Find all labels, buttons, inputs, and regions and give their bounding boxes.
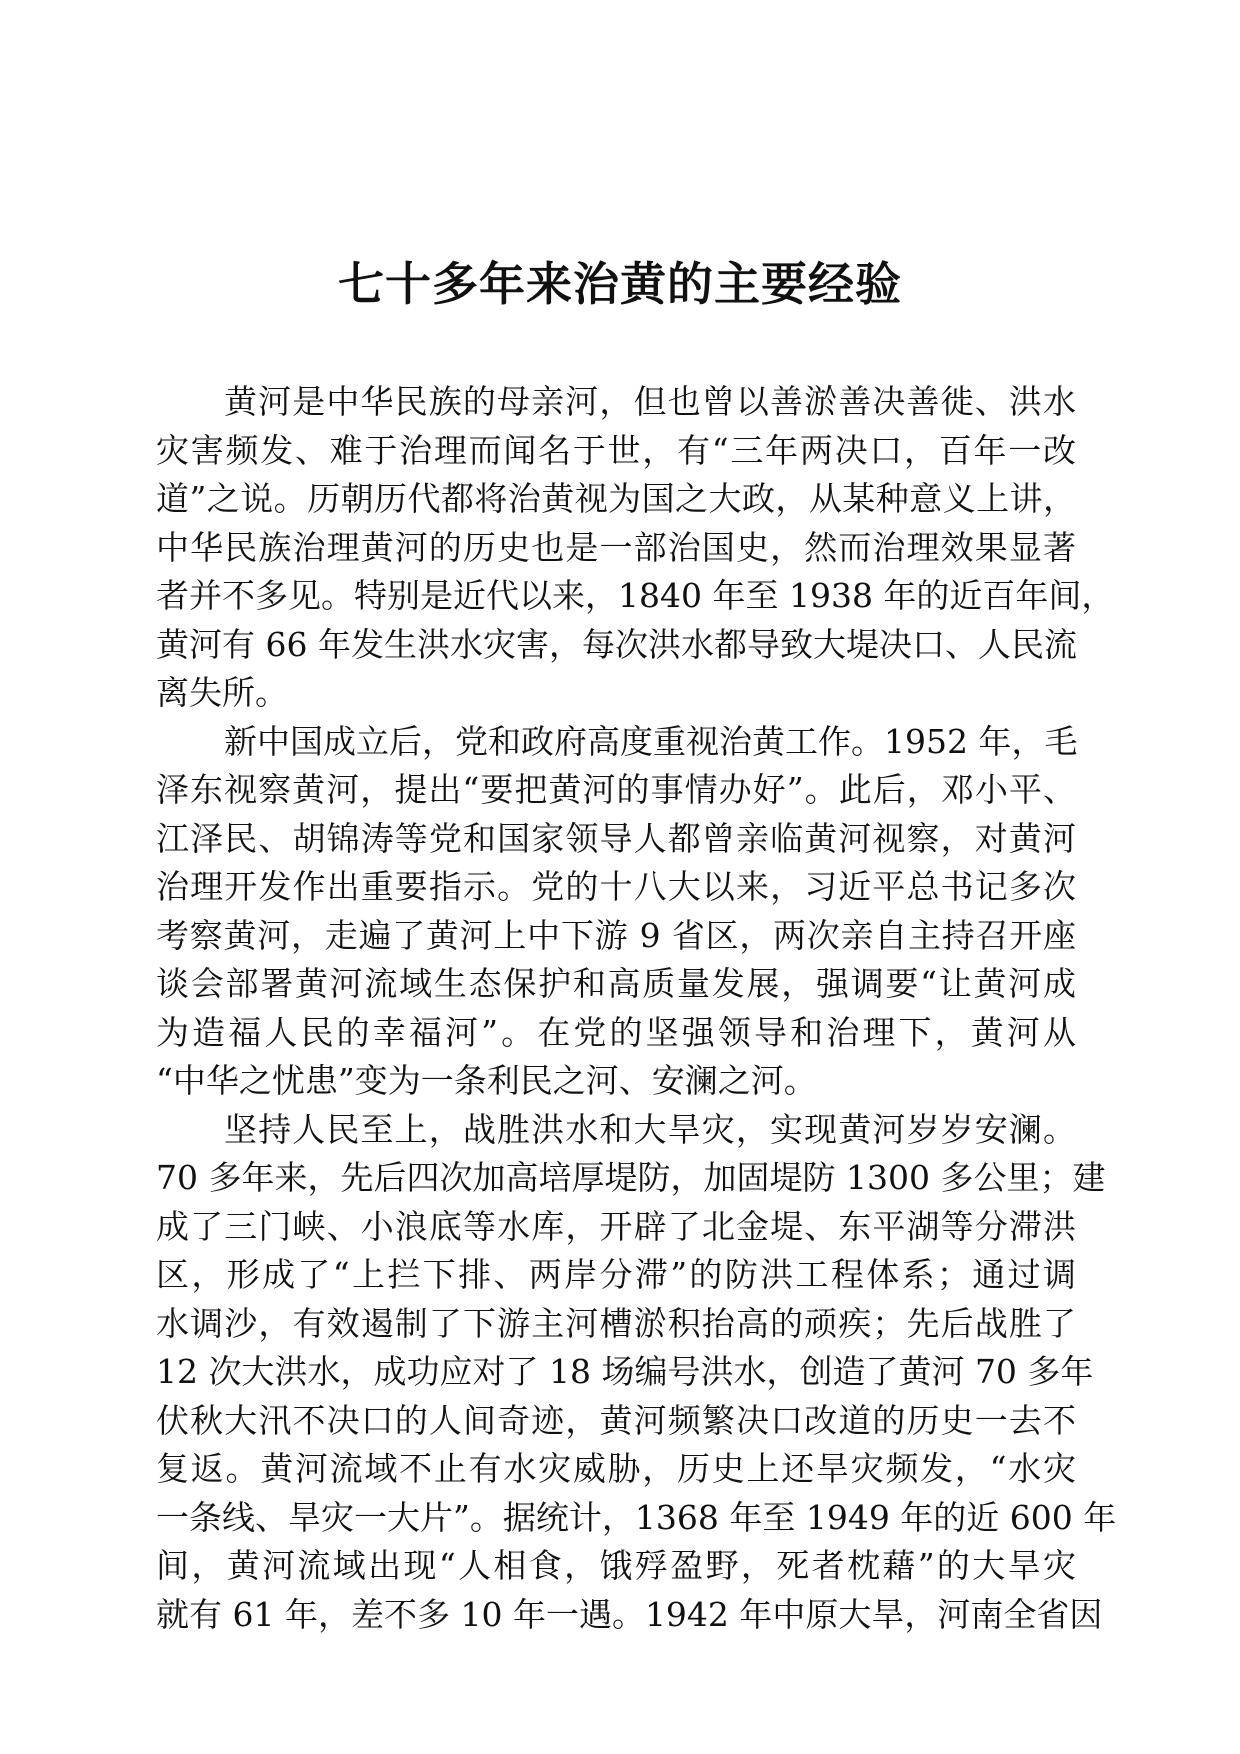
paragraph-1 (156, 378, 1115, 718)
text-line: 灾害频发、难于治理而闻名于世，有“三年两决口，百年一改 (156, 430, 1076, 470)
text-line: 70 多年来，先后四次加高培厚堤防，加固堤防 1300 多公里；建 (156, 1158, 1106, 1197)
text-line: 复返。黄河流域不止有水灾威胁，历史上还旱灾频发，“水灾 (156, 1449, 1076, 1488)
paragraph-3 (156, 1106, 1117, 1640)
text-line: “中华之忧患”变为一条利民之河、安澜之河。 (156, 1061, 817, 1100)
text-line: 江泽民、胡锦涛等党和国家领导人都曾亲临黄河视察，对黄河 (156, 818, 1076, 858)
paragraph-2 (156, 718, 1076, 1106)
text-line: 坚持人民至上，战胜洪水和大旱灾，实现黄河岁岁安澜。 (224, 1109, 1076, 1149)
text-line: 区，形成了“上拦下排、两岸分滞”的防洪工程体系；通过调 (156, 1255, 1076, 1294)
text-line: 谈会部署黄河流域生态保护和高质量发展，强调要“让黄河成 (156, 964, 1076, 1003)
text-line: 成了三门峡、小浪底等水库，开辟了北金堤、东平湖等分滞洪 (156, 1206, 1076, 1246)
text-line: 道”之说。历朝历代都将治黄视为国之大政，从某种意义上讲， (156, 479, 1076, 518)
text-line: 为造福人民的幸福河”。在党的坚强领导和治理下，黄河从 (156, 1012, 1076, 1052)
text-line: 伏秋大汛不决口的人间奇迹，黄河频繁决口改道的历史一去不 (156, 1400, 1076, 1440)
text-line: 黄河是中华民族的母亲河，但也曾以善淤善决善徙、洪水 (224, 382, 1076, 421)
text-line: 泽东视察黄河，提出“要把黄河的事情办好”。此后，邓小平、 (156, 770, 1076, 809)
document-title: 七十多年来治黄的主要经验 (338, 257, 902, 311)
text-line: 黄河有 66 年发生洪水灾害，每次洪水都导致大堤决口、人民流 (156, 624, 1077, 664)
text-line: 中华民族治理黄河的历史也是一部治国史，然而治理效果显著 (156, 527, 1076, 567)
document-body (156, 378, 1117, 1639)
text-line: 一条线、旱灾一大片”。据统计，1368 年至 1949 年的近 600 年 (156, 1497, 1117, 1537)
text-line: 离失所。 (156, 673, 288, 712)
text-line: 者并不多见。特别是近代以来，1840 年至 1938 年的近百年间， (156, 576, 1115, 615)
text-line: 治理开发作出重要指示。党的十八大以来，习近平总书记多次 (156, 867, 1076, 906)
text-line: 就有 61 年，差不多 10 年一遇。1942 年中原大旱，河南全省因 (156, 1594, 1103, 1634)
text-line: 水调沙，有效遏制了下游主河槽淤积抬高的顽疾；先后战胜了 (156, 1303, 1076, 1343)
text-line: 考察黄河，走遍了黄河上中下游 9 省区，两次亲自主持召开座 (156, 915, 1076, 955)
text-line: 间，黄河流域出现“人相食，饿殍盈野，死者枕藉”的大旱灾 (156, 1546, 1076, 1585)
text-line: 新中国成立后，党和政府高度重视治黄工作。1952 年，毛 (224, 721, 1078, 761)
text-line: 12 次大洪水，成功应对了 18 场编号洪水，创造了黄河 70 多年 (156, 1352, 1094, 1391)
